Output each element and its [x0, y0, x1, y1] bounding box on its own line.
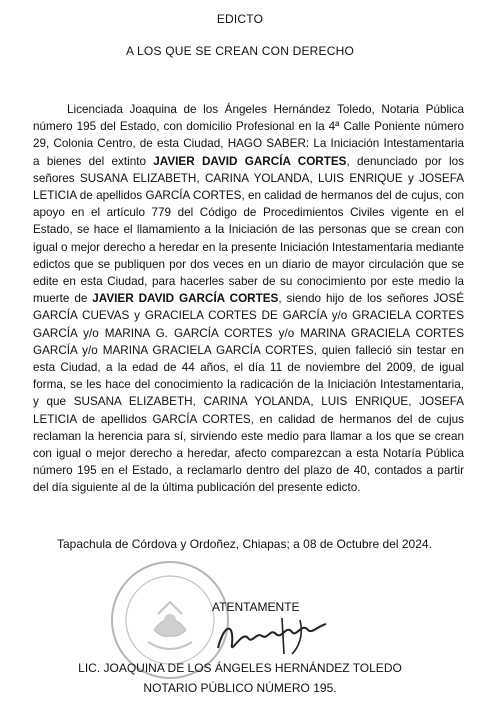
place-date: Tapachula de Córdova y Ordoñez, Chiapas; a 08 de Octubre del 2024. — [57, 537, 432, 551]
body-text-3: , siendo hijo de los señores JOSÉ GARCÍA CUEVAS y GRACIELA CORTES DE GARCÍA y/o GRACIELA CORTES GARCÍA y/o MARINA G. GARCÍA CORTES y/o MARINA GRACIELA CORTES GARCÍA y/o MARINA GRACIELA GARCÍA CORTES, quien falleció sin testar en esta Ciudad, a la edad de 44 años, el día 11 de noviembre del 2009, de igual forma, se les hace del conocimiento la radicación de la Iniciación Intestamentaria, y que SUSANA ELIZABETH, CARINA YOLANDA, LUIS ENRIQUE, JOSEFA LETICIA de apellidos GARCÍA CORTES, en calidad de hermanos del de cujus reclaman la herencia para sí, sirviendo este medio para llamar a los que se crean con igual o mejor derecho a heredar, afecto comparezcan a esta Notaría Pública número 195 en el Estado, a reclamarlo dentro del plazo de 40, contados a partir del día siguiente al de la última publicación del presente edicto. — [33, 292, 464, 495]
document-subtitle: A LOS QUE SE CREAN CON DERECHO — [125, 44, 355, 58]
signature-icon — [212, 614, 332, 660]
closing-salutation: ATENTAMENTE — [212, 600, 300, 614]
body-text-1: Licenciada Joaquina de los Ángeles Hernández Toledo, Notaria Pública número 195 del Estado, con domicilio Profesional en la 4ª Calle Poniente número 29, Colonia Centro, de esta Ciudad, HAGO SABER: La Iniciación Intestamentaria a bienes del extinto — [33, 103, 464, 168]
notary-name: LIC. JOAQUINA DE LOS ÁNGELES HERNÁNDEZ TOLEDO — [78, 661, 402, 675]
document-title: EDICTO — [216, 12, 264, 26]
edict-body — [33, 101, 464, 497]
deceased-name-2: JAVIER DAVID GARCÍA CORTES — [92, 292, 279, 306]
body-text-2: , denunciado por los señores SUSANA ELIZABETH, CARINA YOLANDA, LUIS ENRIQUE y JOSEFA LETICIA de apellidos GARCÍA CORTES, en calidad de hermanos del de cujus, con apoyo en el artículo 779 del Código de Procedimientos Civiles vigente en el Estado, se hace el llamamiento a la Iniciación de las personas que se crean con igual o mejor derecho a heredar en la presente Iniciación Intestamentaria mediante edictos que se publiquen por dos veces en un diario de mayor circulación que se edite en esta Ciudad, para hacerles saber de su conocimiento por este medio la muerte de — [33, 154, 464, 306]
deceased-name-1: JAVIER DAVID GARCÍA CORTES — [153, 154, 347, 168]
notary-title: NOTARIO PÚBLICO NÚMERO 195. — [143, 681, 337, 695]
